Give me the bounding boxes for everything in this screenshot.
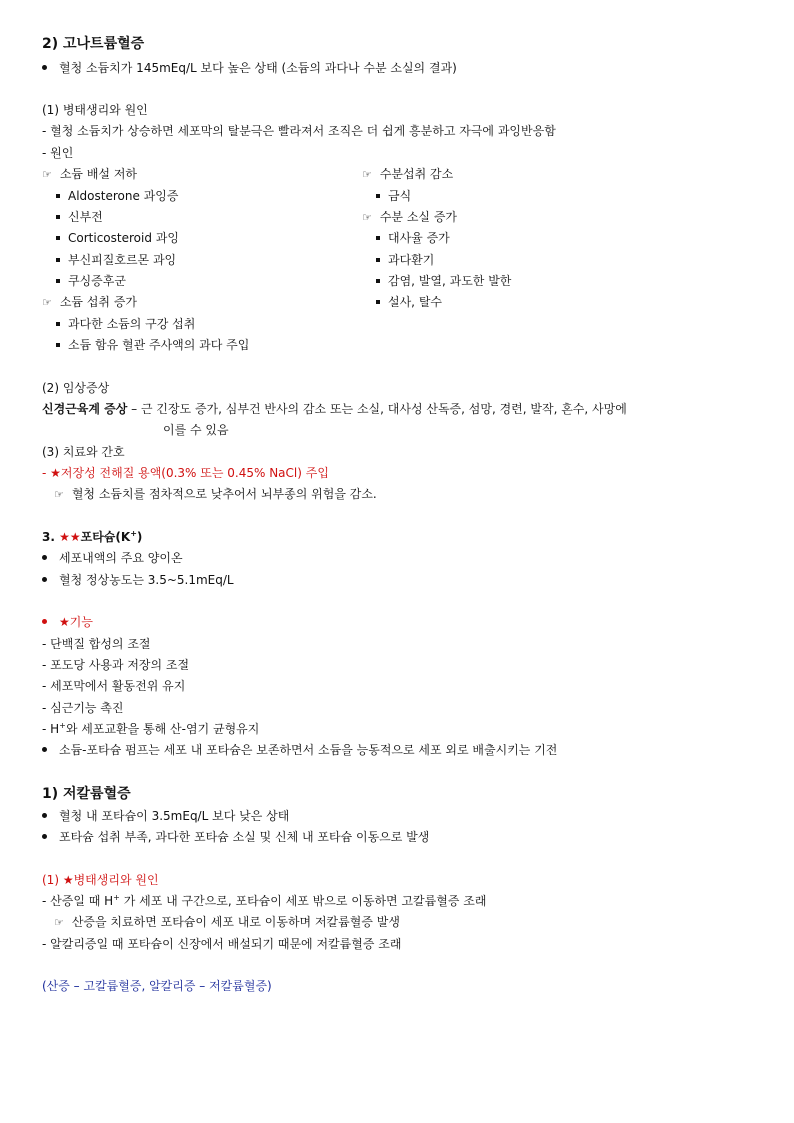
heading-end: ) — [136, 530, 143, 544]
function-text: - H — [42, 722, 60, 736]
cause-group — [42, 294, 137, 311]
heading-text: 포타슘(K — [80, 530, 131, 544]
subheading-number: (1) — [42, 873, 59, 887]
section-heading — [42, 529, 142, 545]
patho-line — [42, 893, 486, 909]
list-item — [376, 294, 442, 310]
patho-line: - 알칼리증일 때 포타슘이 신장에서 배설되기 때문에 저칼륨혈증 조래 — [42, 937, 402, 951]
subheading-text: 병태생리와 원인 — [73, 873, 159, 887]
neuro-continuation: 이를 수 있음 — [163, 423, 229, 437]
bullet-icon — [42, 577, 47, 582]
function-text: 와 세포교환을 통해 산-염기 균형유지 — [65, 722, 260, 736]
heading-number: 3. — [42, 530, 55, 544]
list-item — [56, 209, 103, 225]
square-bullet-icon — [376, 279, 380, 283]
pointing-hand-icon: ☞ — [54, 488, 64, 501]
bullet-icon — [42, 555, 47, 560]
bullet-line — [42, 742, 557, 758]
superscript: + — [59, 721, 66, 730]
pointing-hand-icon: ☞ — [362, 211, 372, 224]
star-icon: ★★ — [59, 530, 81, 544]
star-icon: ★ — [50, 466, 61, 480]
square-bullet-icon — [56, 236, 60, 240]
function-title-text: 기능 — [69, 615, 93, 629]
bullet-line — [42, 808, 289, 824]
square-bullet-icon — [376, 258, 380, 262]
list-item — [376, 230, 450, 246]
subheading: (2) 임상증상 — [42, 381, 110, 395]
pointing-hand-icon: ☞ — [362, 168, 372, 181]
list-item-text: 소듐 함유 혈관 주사액의 과다 주입 — [68, 338, 250, 352]
cause-group — [42, 166, 137, 183]
subheading — [42, 872, 159, 888]
square-bullet-icon — [56, 194, 60, 198]
list-item-text: Aldosterone 과잉증 — [68, 189, 179, 203]
patho-text: - 산증일 때 H — [42, 894, 114, 908]
bullet-text: 세포내액의 주요 양이온 — [59, 551, 183, 565]
definition-text: 혈청 소듐치가 145mEq/L 보다 높은 상태 (소듐의 과다나 수분 소실의 결과) — [59, 61, 457, 75]
superscript: + — [130, 529, 137, 538]
function-title — [42, 614, 93, 630]
function-item: - 포도당 사용과 저장의 조절 — [42, 658, 190, 672]
treatment-note-text: 혈청 소듐치를 점차적으로 낮추어서 뇌부종의 위험을 감소. — [71, 487, 377, 501]
list-item-text: 쿠싱증후군 — [68, 274, 126, 288]
neuro-label: 신경근육계 증상 — [42, 402, 128, 416]
list-item-text: 감염, 발열, 과도한 발한 — [388, 274, 512, 288]
treatment-text: 저장성 전해질 용액(0.3% 또는 0.45% NaCl) 주입 — [60, 466, 329, 480]
function-item: - 심근기능 촉진 — [42, 701, 124, 715]
cause-group — [362, 209, 457, 226]
treatment-line — [42, 465, 329, 481]
bullet-line — [42, 572, 234, 588]
list-item — [56, 230, 179, 246]
bullet-text: 소듐-포타슘 펌프는 세포 내 포타슘은 보존하면서 소듐을 능동적으로 세포 외로 배출시키는 기전 — [59, 743, 558, 757]
bullet-text: 혈청 정상농도는 3.5~5.1mEq/L — [59, 573, 234, 587]
function-item — [42, 721, 259, 737]
bullet-icon — [42, 619, 47, 624]
square-bullet-icon — [376, 194, 380, 198]
definition-line — [42, 60, 457, 76]
function-item: - 세포막에서 활동전위 유지 — [42, 679, 186, 693]
list-item-text: 과다한 소듐의 구강 섭취 — [68, 317, 196, 331]
list-item — [56, 316, 195, 332]
bullet-text: 포타슘 섭취 부족, 과다한 포타슘 소실 및 신체 내 포타슘 이동으로 발생 — [59, 830, 430, 844]
list-item-text: 대사율 증가 — [388, 231, 450, 245]
list-item — [376, 273, 511, 289]
subheading: (1) 병태생리와 원인 — [42, 103, 148, 117]
square-bullet-icon — [376, 300, 380, 304]
pointing-hand-icon: ☞ — [42, 168, 52, 181]
list-item — [56, 273, 126, 289]
square-bullet-icon — [56, 258, 60, 262]
bullet-icon — [42, 813, 47, 818]
patho-note-text: 산증을 치료하면 포타슘이 세포 내로 이동하며 저칼륨혈증 발생 — [71, 915, 400, 929]
square-bullet-icon — [56, 215, 60, 219]
cause-group-title: 수분 소실 증가 — [379, 210, 458, 224]
bullet-line — [42, 550, 183, 566]
neuro-text: – 근 긴장도 증가, 심부건 반사의 감소 또는 소실, 대사성 산독증, 섬망, 경련, 발작, 혼수, 사망에 — [131, 402, 627, 416]
cause-group-title: 소듐 섭취 증가 — [59, 295, 138, 309]
pointing-hand-icon: ☞ — [42, 296, 52, 309]
function-item: - 단백질 합성의 조절 — [42, 637, 151, 651]
patho-line: - 혈청 소듐치가 상승하면 세포막의 탈분극은 빨라져서 조직은 더 쉽게 흥분하고 자극에 과잉반응함 — [42, 124, 556, 138]
list-item-text: 설사, 탈수 — [388, 295, 442, 309]
bullet-icon — [42, 834, 47, 839]
superscript: + — [113, 893, 120, 902]
cause-group — [362, 166, 453, 183]
list-item-text: 신부전 — [68, 210, 103, 224]
list-item-text: 과다환기 — [388, 253, 435, 267]
list-item — [56, 337, 249, 353]
square-bullet-icon — [56, 343, 60, 347]
patho-note — [54, 914, 400, 931]
treatment-note — [54, 486, 377, 503]
star-icon: ★ — [59, 615, 70, 629]
list-item-text: 금식 — [388, 189, 412, 203]
list-item — [56, 252, 176, 268]
bullet-text: 혈청 내 포타슘이 3.5mEq/L 보다 낮은 상태 — [59, 809, 290, 823]
treatment-prefix: - — [42, 466, 51, 480]
square-bullet-icon — [56, 279, 60, 283]
cause-group-title: 소듐 배설 저하 — [59, 167, 138, 181]
square-bullet-icon — [376, 236, 380, 240]
section-heading: 1) 저칼륨혈증 — [42, 786, 131, 802]
bullet-icon — [42, 747, 47, 752]
list-item-text: Corticosteroid 과잉 — [68, 231, 179, 245]
neuro-line — [42, 401, 754, 417]
star-icon: ★ — [62, 873, 74, 887]
square-bullet-icon — [56, 322, 60, 326]
bullet-icon — [42, 65, 47, 70]
cause-group-title: 수분섭취 감소 — [379, 167, 454, 181]
bullet-line — [42, 829, 429, 845]
pointing-hand-icon: ☞ — [54, 916, 64, 929]
list-item — [376, 188, 411, 204]
subheading: (3) 치료와 간호 — [42, 445, 125, 459]
list-item — [56, 188, 178, 204]
section-heading: 2) 고나트륨혈증 — [42, 36, 145, 52]
summary-line: (산증 – 고칼륨혈증, 알칼리증 – 저칼륨혈증) — [42, 979, 272, 993]
list-item-text: 부신피질호르몬 과잉 — [68, 253, 177, 267]
cause-line: - 원인 — [42, 146, 74, 160]
list-item — [376, 252, 434, 268]
patho-text: 가 세포 내 구간으로, 포타슘이 세포 밖으로 이동하면 고칼륨혈증 조래 — [119, 894, 487, 908]
